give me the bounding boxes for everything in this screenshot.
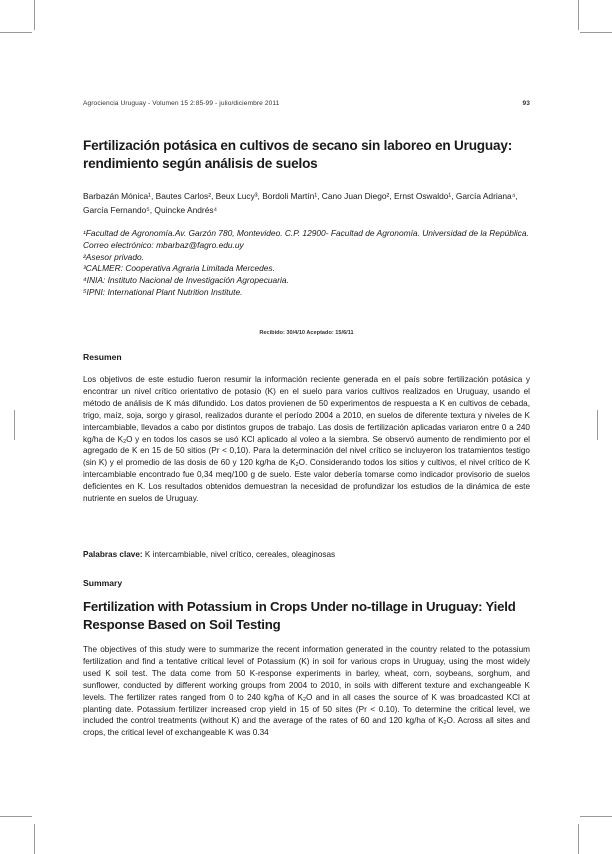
summary-heading: Summary [83,578,123,588]
affiliations [83,228,530,299]
subscript: 2 [303,696,307,703]
summary-abstract: The objectives of this study were to summarize the recent information generated in the country related to the potassium fertilization and find a tentative critical level of Potassium (K) in soil for various crops in Uruguay, using the most widely used K soil test. The data come from 50 K-response experiments in barley, wheat, corn, soybeans, sorghum, and sunflower, conducted by different working groups from 2004 to 2010, in soils with different texture and exchangeable K levels. The fertilizer rates ranged from 0 to 240 kg/ha of $K_2O$ and in all cases the source of K was broadcasted KCl at planting date. Potassium fertilizer increased crop yield in 15 of 50 sites (Pr < 0.10). To determine the critical level, we included the control treatments (without K) and the average of the rates of 60 and 120 kg/ha of $K_2O$. Across all sites and crops, the critical level of exchangeable K was 0.34 [83,645,530,738]
affiliation-5: ⁵IPNI: International Plant Nutrition Institute. [83,286,243,297]
crop-mark [34,0,35,30]
crop-mark [0,816,32,817]
keywords-text: K intercambiable, nivel crítico, cereales, oleaginosas [144,550,336,559]
resumen-heading: Resumen [83,352,122,362]
subscript: 2 [123,438,127,445]
crop-mark [597,410,598,440]
affiliation-3: ³CALMER: Cooperativa Agraria Limitada Mercedes. [83,263,275,274]
subscript: 2 [295,462,299,469]
crop-mark [34,824,35,854]
affiliation-4: ⁴INIA: Instituto Nacional de Investigación Agropecuaria. [83,275,289,286]
crop-mark [578,0,579,30]
affiliation-1: ¹Facultad de Agronomía.Av. Garzón 780, Montevideo. C.P. 12900- Facultad de Agronomía. Universidad de la República. Correo electrónico: mbarbaz@fagro.edu.uy [83,228,529,250]
crop-mark [580,32,612,33]
resumen-abstract: Los objetivos de este estudio fueron resumir la información reciente generada en el país sobre fertilización potásica y encontrar un nivel crítico orientativo de potasio (K) en el suelo para varios cultivos realizados en Uruguay, usando el método de análisis de K más difundido. Los datos provienen de 50 experimentos de respuesta a K en cultivos de cebada, trigo, maíz, soja, sorgo y girasol, realizados durante el período 2004 a 2010, en suelos de diferente textura y niveles de K intercambiable, llevados a cabo por distintos grupos de trabajo. Las dosis de fertilización aplicadas variaron entre 0 a 240 kg/ha de $K_2O$ y en todos los casos se usó KCl aplicado al voleo a la siembra. Se observó aumento de rendimiento por el agregado de K en 15 de 50 sitios (Pr < 0,10). Para la determinación del nivel crítico se incluyeron los tratamientos testigo (sin K) y el promedio de las dosis de 60 y 120 kg/ha de $K_2O$. Considerando todos los sitios y cultivos, el nivel crítico de K intercambiable encontrado fue 0,34 meq/100 g de suelo. Este valor debería tomarse como indicador provisorio de suelos deficientes en K. Los resultados obtenidos demuestran la necesidad de profundizar los estudios de la dinámica de este nutriente en suelos de Uruguay. [83,375,530,504]
crop-mark [580,816,612,817]
crop-mark [14,410,15,440]
english-title: Fertilization with Potassium in Crops Under no-tillage in Uruguay: Yield Response Based on Soil Testing [83,599,516,632]
keywords [83,550,530,559]
keywords-label: Palabras clave: [83,550,143,559]
received-accepted-dates: Recibido: 30/4/10 Aceptado: 15/6/11 [259,330,354,336]
affiliation-2: ²Asesor privado. [83,251,144,262]
crop-mark [0,32,32,33]
page-number: 93 [522,100,530,107]
crop-mark [578,824,579,854]
paper-title: Fertilización potásica en cultivos de secano sin laboreo en Uruguay: rendimiento según análisis de suelos [83,138,513,171]
subscript: 2 [443,720,447,727]
running-header [83,100,530,107]
author-list: Barbazán Mónica¹, Bautes Carlos², Beux Lucy³, Bordoli Martín¹, Cano Juan Diego², Ernst Oswaldo¹, García Adriana⁴, García Fernando⁵, Quincke Andrés⁴ [83,191,518,215]
journal-citation: Agrociencia Uruguay - Volumen 15 2:85-99 - julio/diciembre 2011 [83,100,280,107]
